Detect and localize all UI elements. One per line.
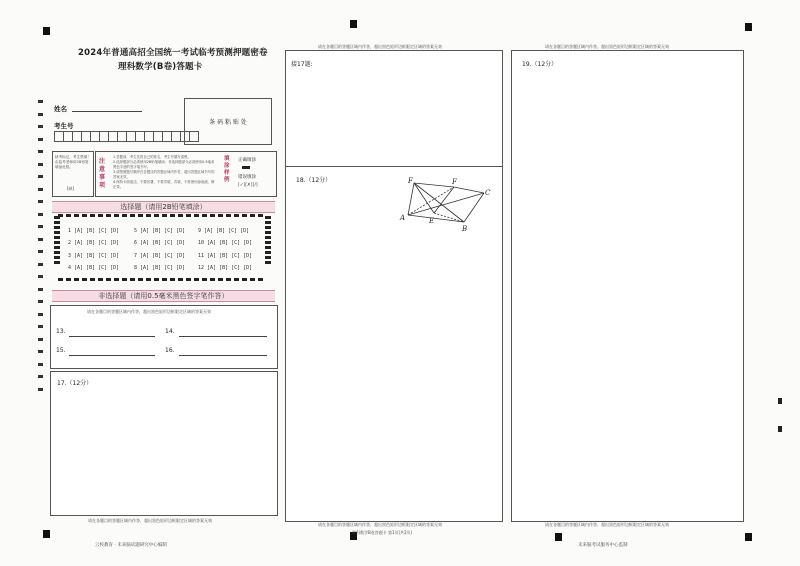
mcq-item[interactable]: 1 [A] [B] [C] [D] [68, 228, 120, 234]
timing-mark [38, 363, 43, 366]
mcq-row[interactable] [134, 228, 185, 234]
q17-answer-box[interactable] [50, 371, 278, 516]
sheet-subtitle: 理科数学(B卷)答题卡 [118, 62, 203, 72]
correct-fill-sample [242, 166, 250, 169]
q16-label: 16. [165, 347, 175, 354]
mcq-item[interactable]: 5 [A] [B] [C] [D] [134, 228, 186, 234]
free-section-title: 非选择题（请用0.5毫米黑色签字笔作答） [52, 290, 275, 302]
q15-answer-line[interactable] [69, 355, 155, 356]
barcode-area [184, 98, 272, 145]
mcq-row[interactable] [68, 228, 119, 234]
registration-mark [43, 27, 50, 35]
timing-mark [38, 388, 43, 391]
fill-blank-box [50, 305, 278, 369]
name-field[interactable] [72, 111, 142, 112]
id-label: 考生号 [54, 122, 74, 130]
mcq-item[interactable]: 7 [A] [B] [C] [D] [134, 253, 186, 259]
figure-edge [434, 187, 454, 213]
registration-mark [745, 23, 752, 31]
mcq-item[interactable]: 6 [A] [B] [C] [D] [134, 240, 186, 246]
figure-edge [414, 183, 454, 187]
mcq-row[interactable] [134, 265, 185, 271]
vertex-label: E [429, 217, 435, 225]
missing-exam-mark[interactable]: [缺] [67, 186, 75, 191]
registration-mark [745, 533, 752, 541]
figure-edge [414, 183, 464, 222]
answer-area-note: 请在各题目的答题区域内作答，超出黑色矩形边框限定区域的答案无效 [318, 522, 442, 527]
id-boxes[interactable] [54, 131, 198, 142]
timing-mark [38, 238, 43, 241]
mcq-row[interactable] [198, 265, 252, 271]
timing-mark [38, 250, 43, 253]
timing-mark [38, 325, 43, 328]
answer-area-note: 请在各题目的答题区域内作答，超出黑色矩形边框限定区域的答案无效 [88, 518, 212, 523]
geometry-figure [398, 177, 494, 237]
answer-area-note: 请在各题目的答题区域内作答，超出黑色矩形边框限定区域的答案无效 [318, 44, 442, 49]
figure-edge [454, 187, 484, 193]
mcq-item[interactable]: 2 [A] [B] [C] [D] [68, 240, 120, 246]
registration-mark [555, 533, 562, 541]
notice-item: 2.选择题部分必须使用2B铅笔填涂；非选择题部分必须使用0.5毫米黑色字迹的签字笔书写。 [113, 160, 215, 169]
mcq-row[interactable] [68, 240, 119, 246]
answer-area-note: 请在各题目的答题区域内作答，超出黑色矩形边框限定区域的答案无效 [87, 309, 211, 314]
timing-mark [38, 150, 43, 153]
mcq-row[interactable] [198, 240, 252, 246]
vertex-label: C [485, 189, 491, 197]
wrong-fill-label: 错误填涂 [238, 175, 256, 180]
timing-mark [778, 426, 782, 432]
registration-mark [43, 530, 50, 538]
mcq-item[interactable]: 9 [A] [B] [C] [D] [198, 228, 250, 234]
figure-edge [414, 183, 434, 213]
notice-item: 3.请按照题号顺序在各题目的答题区域内作答，超出答题区域书写的答案无效。 [113, 170, 215, 179]
vertex-label: F [452, 178, 457, 186]
mcq-item[interactable]: 11 [A] [B] [C] [D] [198, 253, 253, 259]
sheet-title: 2024年普通高招全国统一考试临考预测押题密卷 [78, 48, 268, 58]
figure-edge-hidden [434, 213, 464, 222]
timing-mark [38, 300, 43, 303]
q13-label: 13. [56, 328, 66, 335]
timing-mark [38, 313, 43, 316]
timing-mark [38, 175, 43, 178]
mcq-timing-bottom [58, 278, 266, 281]
missing-exam-box [52, 151, 94, 197]
timing-mark [38, 163, 43, 166]
fill-example-heading: 填涂样例 [224, 156, 230, 183]
figure-edge [464, 193, 484, 222]
timing-mark [38, 138, 43, 141]
timing-mark [38, 113, 43, 116]
barcode-label: 条 码 粘 贴 处 [209, 119, 247, 126]
footer-left: 云校教育 · 未来脑试题研究中心编制 [95, 543, 167, 548]
wrong-fill-sample: [✓][✗][/] [238, 183, 258, 188]
registration-mark [350, 20, 357, 28]
footer-right: 未来脑考试服务中心监制 [578, 543, 628, 548]
mcq-row[interactable] [198, 253, 252, 259]
mcq-timing-top [58, 214, 266, 217]
mcq-timing-left [54, 216, 60, 264]
timing-mark [38, 288, 43, 291]
missing-exam-text: 缺考标记，考生禁填！由监考老师用2B铅笔填涂此框。 [55, 155, 91, 169]
timing-mark [38, 213, 43, 216]
timing-mark [38, 275, 43, 278]
figure-edge [408, 193, 484, 215]
q17-label: 17.（12分） [57, 380, 93, 387]
figure-edge [408, 215, 464, 222]
name-label: 姓名 [54, 105, 67, 113]
answer-area-note: 请在各题目的答题区域内作答，超出黑色矩形边框限定区域的答案无效 [545, 44, 669, 49]
timing-mark [38, 338, 43, 341]
mcq-item[interactable]: 12 [A] [B] [C] [D] [198, 265, 253, 271]
mcq-item[interactable]: 3 [A] [B] [C] [D] [68, 253, 120, 259]
timing-mark [38, 100, 43, 103]
timing-mark [38, 125, 43, 128]
mcq-row[interactable] [198, 228, 249, 234]
q19-label: 19.（12分） [522, 61, 558, 68]
q14-answer-line[interactable] [179, 336, 267, 337]
figure-edge-hidden [408, 187, 454, 215]
q18-label: 18.（12分） [296, 177, 332, 184]
notice-item: 1.答题前，考生先将自己的姓名、考生号填写清楚。 [113, 155, 191, 159]
mcq-row[interactable] [68, 265, 119, 271]
notice-item: 4.保持卡面清洁，不要折叠、不要弄破、弄皱，不准使用涂改液、修正带。 [113, 180, 215, 189]
notice-box [95, 151, 277, 197]
timing-mark [38, 375, 43, 378]
timing-track [38, 100, 44, 400]
mcq-row[interactable] [134, 240, 185, 246]
mcq-row[interactable] [134, 253, 185, 259]
section-divider [286, 166, 502, 167]
right-answer-panel[interactable] [511, 50, 744, 522]
q16-answer-line[interactable] [179, 355, 267, 356]
mcq-timing-right [265, 216, 271, 264]
footer-page: 理科数学B卷答题卡 第1页(共2页) [352, 530, 413, 535]
vertex-label: B [462, 225, 468, 233]
timing-mark [38, 225, 43, 228]
q14-label: 14. [165, 328, 175, 335]
timing-mark [38, 200, 43, 203]
notice-heading: 注意事项 [99, 158, 106, 189]
q13-answer-line[interactable] [69, 336, 155, 337]
notice-items [113, 155, 217, 190]
vertex-label: A [400, 214, 406, 222]
middle-answer-panel [285, 50, 503, 522]
mcq-item[interactable]: 10 [A] [B] [C] [D] [198, 240, 253, 246]
vertex-label: F [408, 177, 413, 185]
mcq-section-title: 选择题（请用2B铅笔填涂） [52, 201, 275, 213]
correct-fill-label: 正确填涂 [238, 158, 256, 163]
figure-edge [408, 183, 414, 215]
timing-mark [38, 188, 43, 191]
mcq-row[interactable] [68, 253, 119, 259]
timing-mark [778, 398, 782, 404]
mcq-item[interactable]: 4 [A] [B] [C] [D] [68, 265, 120, 271]
q15-label: 15. [56, 347, 66, 354]
q17-continued-label: 接17题: [291, 61, 313, 68]
answer-area-note: 请在各题目的答题区域内作答，超出黑色矩形边框限定区域的答案无效 [545, 522, 669, 527]
timing-mark [38, 350, 43, 353]
timing-mark [38, 263, 43, 266]
mcq-item[interactable]: 8 [A] [B] [C] [D] [134, 265, 186, 271]
